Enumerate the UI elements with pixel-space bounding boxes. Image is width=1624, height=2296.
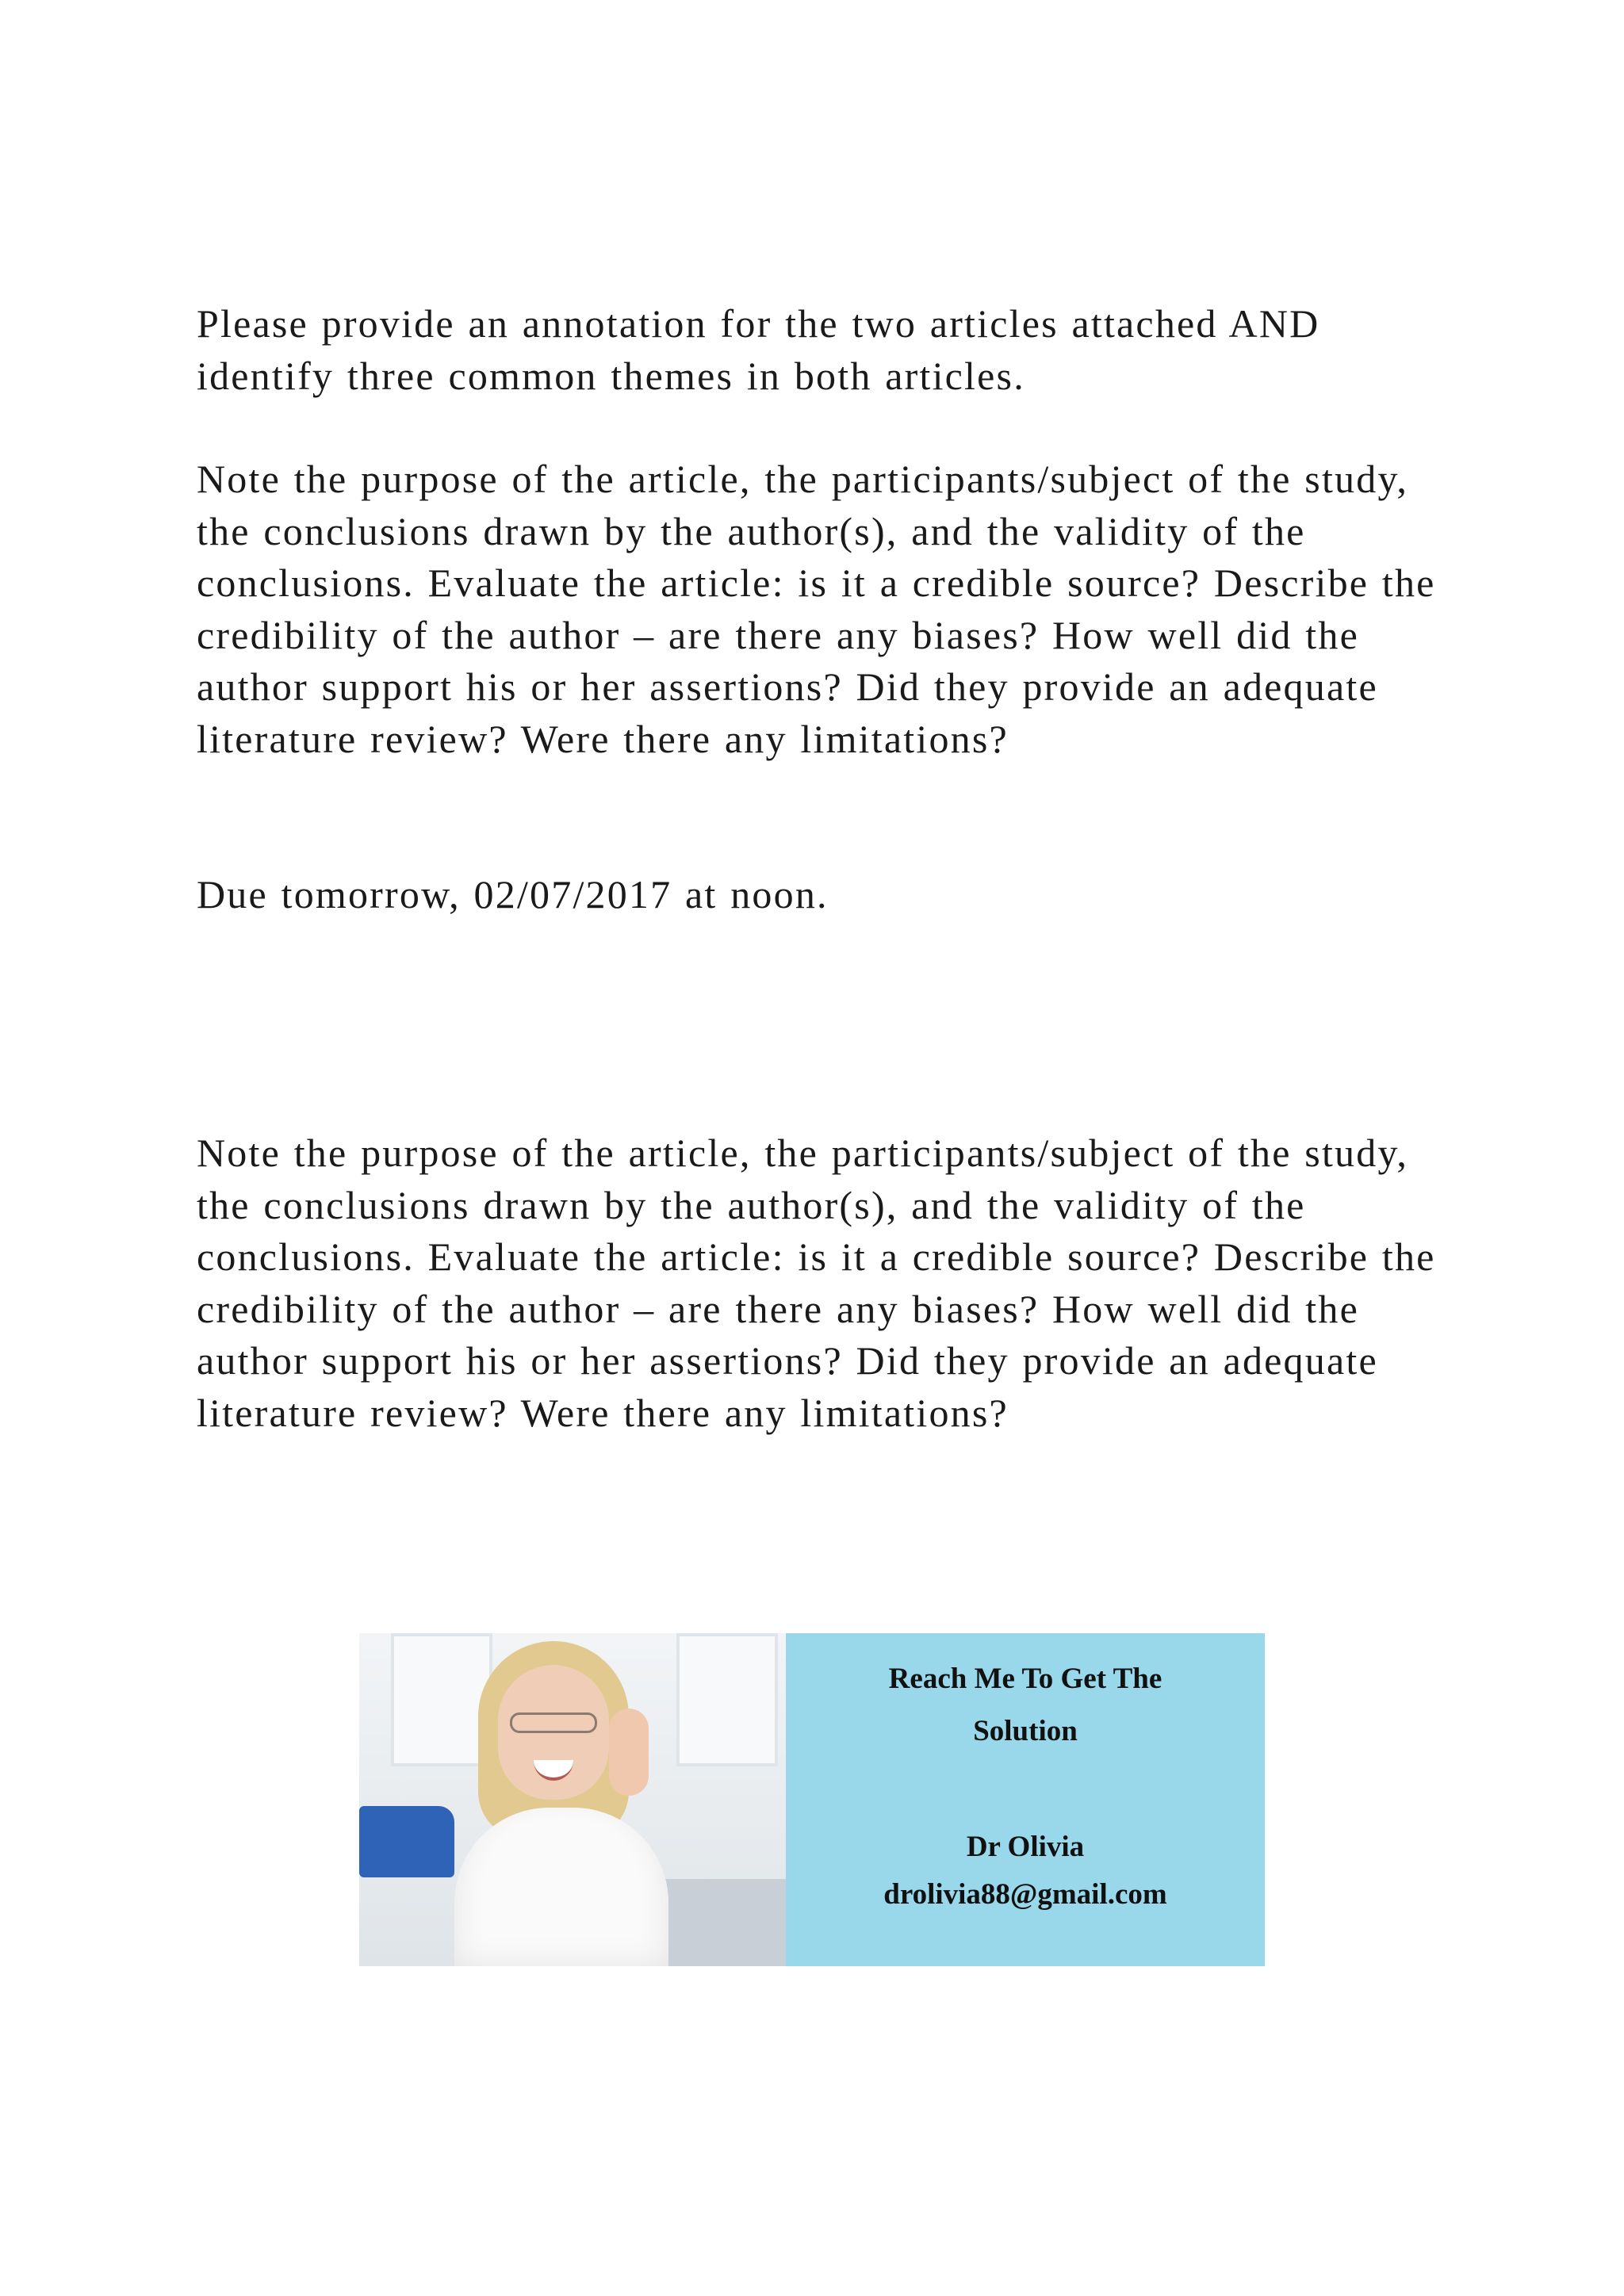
due-date-text: Due tomorrow, 02/07/2017 at noon. (197, 872, 829, 916)
instructions-paragraph (197, 453, 1450, 765)
blouse-shape (454, 1808, 668, 1966)
cta-line-2: Solution (973, 1715, 1078, 1747)
window-shape (676, 1633, 778, 1766)
due-date-paragraph (197, 869, 1450, 921)
window-shape (391, 1633, 492, 1766)
instructions-repeat-paragraph (197, 1127, 1450, 1439)
glasses-shape (510, 1712, 597, 1733)
instructions-repeat-text: Note the purpose of the article, the participants/subject of the study, the conclusions drawn by the author(s), and the validity of the conclusions. Evaluate the article: is it a credible source? Describe the credibility of the author – are there any biases? How well did the author support his or her assertions? Did they provide an adequate literature review? Were there any limitations? (197, 1131, 1436, 1435)
chair-shape (359, 1806, 454, 1877)
contact-banner (359, 1633, 1265, 1966)
cta-line-1: Reach Me To Get The (888, 1663, 1162, 1695)
desk-shape (661, 1879, 786, 1966)
intro-text: Please provide an annotation for the two articles attached AND identify three common themes in both articles. (197, 301, 1320, 398)
contact-email: drolivia88@gmail.com (883, 1878, 1167, 1911)
contact-info-panel (786, 1633, 1265, 1966)
contact-name: Dr Olivia (966, 1831, 1085, 1863)
hand-shape (609, 1709, 649, 1796)
woman-photo (359, 1633, 786, 1966)
intro-paragraph (197, 298, 1450, 402)
instructions-text: Note the purpose of the article, the participants/subject of the study, the conclusions drawn by the author(s), and the validity of the conclusions. Evaluate the article: is it a credible source? Describe the credibility of the author – are there any biases? How well did the author support his or her assertions? Did they provide an adequate literature review? Were there any limitations? (197, 457, 1436, 761)
